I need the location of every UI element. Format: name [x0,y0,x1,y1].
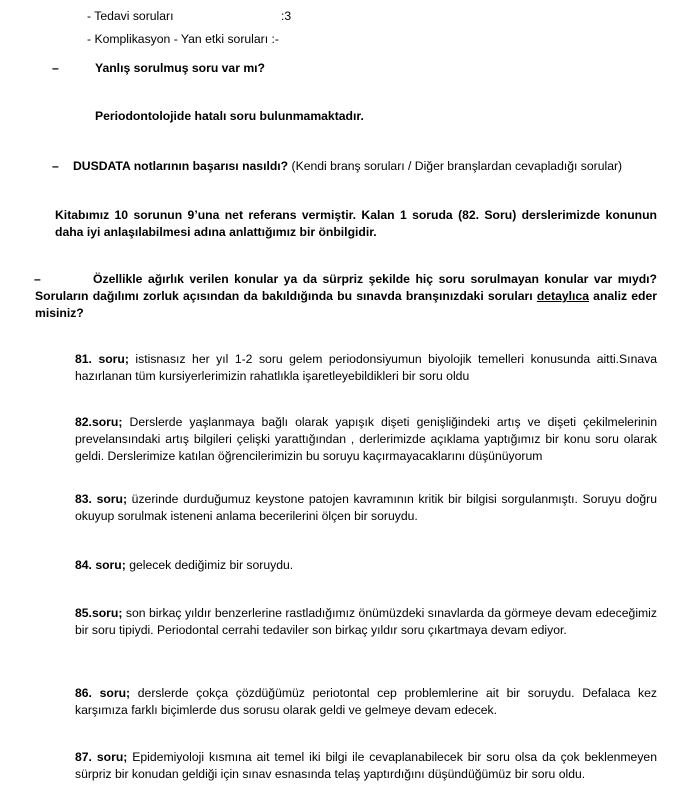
item-text: üzerinde durduğumuz keystone patojen kavramının kritik bir bilgisi sorgulanmıştı. Soruyu doğru okuyup sorulmak isteneni anlama becerilerini ölçen bir soruydu. [75,492,657,523]
question-heading [73,158,622,175]
question-paragraph [35,271,657,322]
question-heading: Yanlış sorulmuş soru var mı? [95,61,266,75]
bullet-dash: – [34,272,41,286]
item-text: istisnasız her yıl 1-2 soru gelem periodonsiyumun biyolojik temelleri konusunda aitti.Sınava hazırlanan tüm kursiyerlerimizin rahatlıkla işaretleyebildikleri bir soru oldu [75,352,657,383]
underlined-word: detaylıca [536,289,589,303]
bullet-dash: – [52,61,59,75]
answer-paragraph: Kitabımız 10 sorunun 9’una net referans vermiştir. Kalan 1 soruda (82. Soru) derslerimizde konunun daha iyi anlaşılabilmesi adına anlattığımız bir önbilgidir. [55,208,657,239]
list-label: - Tedavi soruları [87,9,174,23]
item-text: Epidemiyoloji kısmına ait temel iki bilgi ile cevaplanabilecek bir soru olsa da çok beklenmeyen sürpriz bir konudan geldiği için sınav esnasında telaş yaptırdığını düşündüğümüz bir soru oldu. [75,750,657,781]
question-text: analiz eder misiniz? [35,289,657,320]
bullet-dash: – [52,159,59,173]
item-number: 87. soru; [75,750,128,764]
list-item [75,414,657,465]
item-number: 86. soru; [75,686,131,700]
answer-text: Periodontolojide hatalı soru bulunmamaktadır. [95,109,364,123]
item-number: 85.soru; [75,606,123,620]
list-item [75,557,657,574]
question-bold: DUSDATA notlarının başarısı nasıldı? [73,159,289,173]
list-item [75,351,657,385]
item-text: derslerde çokça çözdüğümüz periotontal cep problemlerine ait bir soruydu. Defalaca kez karşımıza farklı biçimlerde dus sorusu olarak geldi ve gelmeye devam edecek. [75,686,657,717]
list-value: :3 [281,9,292,23]
item-number: 84. soru; [75,558,126,572]
list-value: :- [271,32,279,46]
list-item [75,749,657,783]
question-note: (Kendi branş soruları / Diğer branşlardan cevapladığı sorular) [288,159,623,173]
list-label: - Komplikasyon - Yan etki soruları [87,32,269,46]
item-text: gelecek dediğimiz bir soruydu. [125,558,294,572]
item-text: son birkaç yıldır benzerlerine rastladığımız önümüzdeki sınavlarda da görmeye devam edeceğimiz bir soru tipiydi. Periodontal cerrahi tedaviler son birkaç yıldır soru çıkartmaya devam ediyor. [75,606,657,637]
list-item [75,491,657,525]
item-number: 81. soru; [75,352,129,366]
item-number: 82.soru; [75,415,123,429]
list-item [75,685,657,719]
question-text: Özellikle ağırlık verilen konular ya da sürpriz şekilde hiç soru sorulmayan konular var mıydı? Soruların dağılımı zorluk açısından da bakıldığında bu sınavda branşınızdaki soruları [35,272,657,303]
item-text: Derslerde yaşlanmaya bağlı olarak yapışık dişeti genişliğindeki artış ve dişeti çekilmelerinin prevelansındaki artış bilgileri çelişki yarattığından , derlerimizde açıklama yaptığımız bir konu soru olarak geldi. Derslerimize katılan öğrencilerimizin bu soruyu kaçırmayacaklarını düşünüyorum [75,415,657,463]
item-number: 83. soru; [75,492,128,506]
list-item-tedavi [87,8,173,25]
list-item-komplikasyon [87,31,279,48]
list-item [75,605,657,639]
